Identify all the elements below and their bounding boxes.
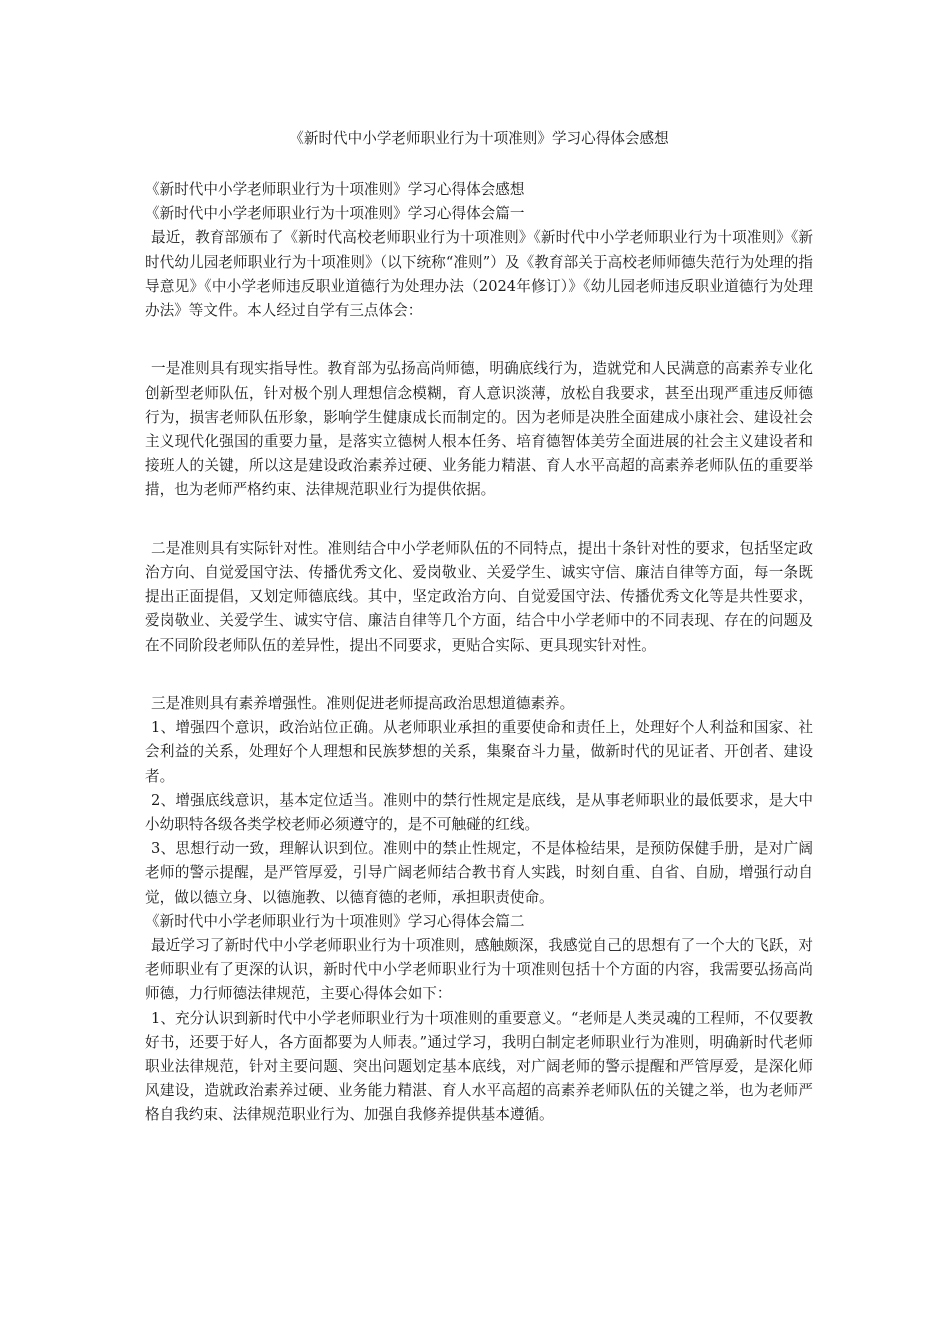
section-heading: 《新时代中小学老师职业行为十项准则》学习心得体会篇一	[145, 205, 525, 223]
blank-line	[145, 323, 813, 347]
blank-line	[145, 503, 813, 527]
blank-line	[145, 658, 813, 682]
section-heading: 《新时代中小学老师职业行为十项准则》学习心得体会篇二	[145, 912, 525, 930]
section-heading: 《新时代中小学老师职业行为十项准则》学习心得体会感想	[145, 181, 525, 198]
paragraph-item: 3、思想行动一致，理解认识到位。准则中的禁止性规定，不是体检结果，是预防保健手册，是对广阔老师的警示提醒，是严管厚爱，引导广阔老师结合教书育人实践，时刻自重、自省、自励，增强行动自觉，做以德立身、以德施教、以德育德的老师，承担职责使命。	[145, 840, 813, 906]
paragraph-item: 1、充分认识到新时代中小学老师职业行为十项准则的重要意义。“老师是人类灵魂的工程师，不仅要教好书，还要于好人，各方面都要为人师表。”通过学习，我明白制定老师职业行为准则，明确新时代老师职业法律规范，针对主要问题、突出问题划定基本底线，对广阔老师的警示提醒和严管厚爱，是深化师风建设，造就政治素养过硬、业务能力精湛、育人水平高超的高素养老师队伍的关键之举，也为老师严格自我约束、法律规范职业行为、加强自我修养提供基本遵循。	[145, 1009, 813, 1124]
paragraph-intro: 最近，教育部颁布了《新时代高校老师职业行为十项准则》《新时代中小学老师职业行为十项准则》《新时代幼儿园老师职业行为十项准则》（以下统称“准则”）及《教育部关于高校老师师德失范行为处理的指导意见》《中小学老师违反职业道德行为处理办法（2024年修订）》《幼儿园老师违反职业道德行为处理办法》等文件。本人经过自学有三点体会：	[145, 229, 813, 320]
paragraph-item: 1、增强四个意识，政治站位正确。从老师职业承担的重要使命和责任上，处理好个人利益和国家、社会利益的关系，处理好个人理想和民族梦想的关系，集聚奋斗力量，做新时代的见证者、开创者、建设者。	[145, 719, 813, 785]
blank-line	[145, 527, 813, 537]
paragraph-point-three: 三是准则具有素养增强性。准则促进老师提高政治思想道德素养。	[151, 695, 575, 713]
paragraph-point-one: 一是准则具有现实指导性。教育部为弘扬高尚师德，明确底线行为，造就党和人民满意的高素养专业化创新型老师队伍，针对极个别人理想信念模糊，育人意识淡薄，放松自我要求，甚至出现严重违反师德行为，损害老师队伍形象，影响学生健康成长而制定的。因为老师是决胜全面建成小康社会、建设社会主义现代化强国的重要力量，是落实立德树人根本任务、培育德智体美劳全面进展的社会主义建设者和接班人的关键，所以这是建设政治素养过硬、业务能力精湛、育人水平高超的高素养老师队伍的重要举措，也为老师严格约束、法律规范职业行为提供依据。	[145, 360, 813, 499]
paragraph-point-two: 二是准则具有实际针对性。准则结合中小学老师队伍的不同特点，提出十条针对性的要求，包括坚定政治方向、自觉爱国守法、传播优秀文化、爱岗敬业、关爱学生、诚实守信、廉洁自律等方面，每一条既提出正面提倡，又划定师德底线。其中，坚定政治方向、自觉爱国守法、传播优秀文化等是共性要求，爱岗敬业、关爱学生、诚实守信、廉洁自律等几个方面，结合中小学老师中的不同表现、存在的问题及在不同阶段老师队伍的差异性，提出不同要求，更贴合实际、更具现实针对性。	[145, 539, 813, 654]
spacer	[145, 151, 813, 178]
blank-line	[145, 682, 813, 692]
document-page	[145, 0, 813, 1128]
paragraph-recent: 最近学习了新时代中小学老师职业行为十项准则，感触颇深，我感觉自己的思想有了一个大的飞跃，对老师职业有了更深的认识，新时代中小学老师职业行为十项准则包括十个方面的内容，我需要弘扬高尚师德，力行师德法律规范，主要心得体会如下：	[145, 937, 813, 1003]
paragraph-item: 2、增强底线意识，基本定位适当。准则中的禁行性规定是底线，是从事老师职业的最低要求，是大中小幼职特各级各类学校老师必须遵守的，是不可触碰的红线。	[145, 791, 813, 834]
document-title: 《新时代中小学老师职业行为十项准则》学习心得体会感想	[289, 130, 669, 147]
blank-line	[145, 347, 813, 357]
